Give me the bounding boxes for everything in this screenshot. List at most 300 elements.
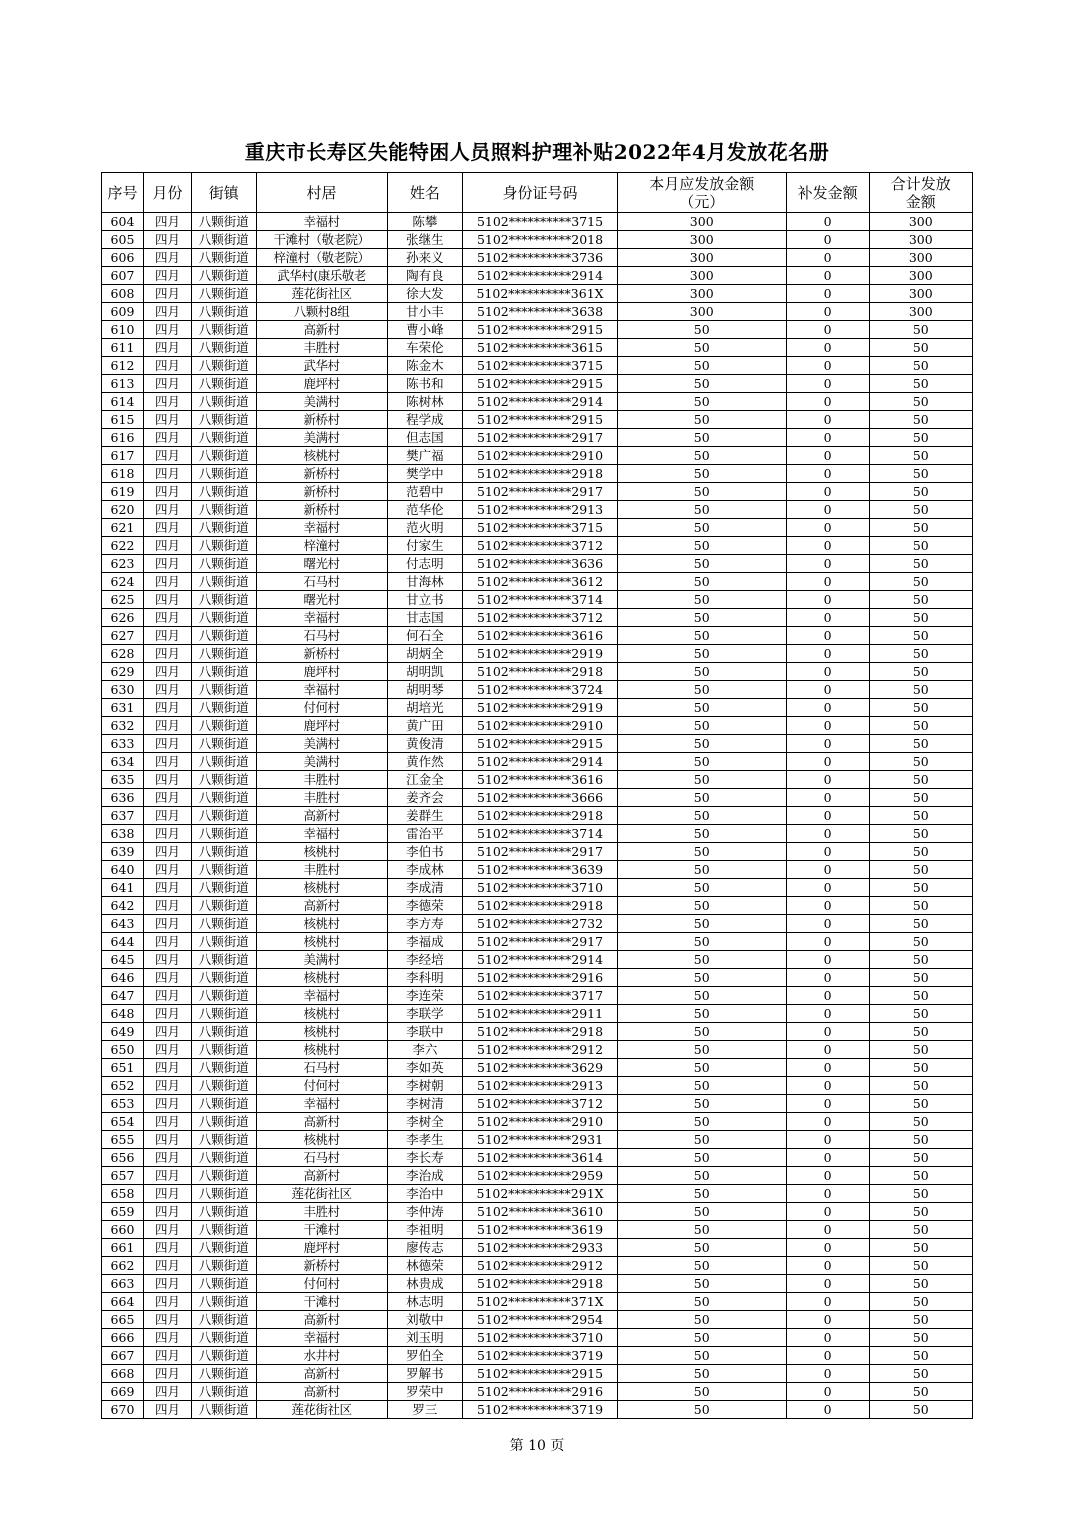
- cell-name: 付志明: [387, 555, 463, 573]
- cell-serial: 630: [102, 681, 144, 699]
- cell-village: 武华村: [256, 357, 387, 375]
- cell-total-amount: 50: [869, 933, 972, 951]
- cell-supplement-amount: 0: [786, 1005, 869, 1023]
- cell-id-number: 5102**********2910: [463, 447, 618, 465]
- cell-serial: 618: [102, 465, 144, 483]
- cell-serial: 622: [102, 537, 144, 555]
- cell-name: 陈金木: [387, 357, 463, 375]
- cell-total-amount: 50: [869, 951, 972, 969]
- table-row: [102, 879, 973, 897]
- cell-subdistrict: 八颗街道: [192, 807, 256, 825]
- cell-serial: 668: [102, 1365, 144, 1383]
- cell-supplement-amount: 0: [786, 663, 869, 681]
- cell-name: 李科明: [387, 969, 463, 987]
- cell-supplement-amount: 0: [786, 1149, 869, 1167]
- cell-id-number: 5102**********2918: [463, 1275, 618, 1293]
- cell-id-number: 5102**********3715: [463, 357, 618, 375]
- cell-village: 核桃村: [256, 843, 387, 861]
- cell-month: 四月: [143, 213, 191, 231]
- cell-id-number: 5102**********2915: [463, 735, 618, 753]
- cell-monthly-amount: 50: [617, 1131, 786, 1149]
- table-row: [102, 1365, 973, 1383]
- cell-month: 四月: [143, 1347, 191, 1365]
- table-row: [102, 753, 973, 771]
- cell-supplement-amount: 0: [786, 861, 869, 879]
- cell-serial: 643: [102, 915, 144, 933]
- table-row: [102, 1293, 973, 1311]
- cell-month: 四月: [143, 879, 191, 897]
- cell-serial: 624: [102, 573, 144, 591]
- cell-subdistrict: 八颗街道: [192, 789, 256, 807]
- cell-supplement-amount: 0: [786, 1293, 869, 1311]
- cell-subdistrict: 八颗街道: [192, 699, 256, 717]
- cell-month: 四月: [143, 843, 191, 861]
- cell-supplement-amount: 0: [786, 645, 869, 663]
- cell-total-amount: 50: [869, 825, 972, 843]
- column-header-supplement-amount: 补发金额: [786, 173, 869, 213]
- cell-name: 樊学中: [387, 465, 463, 483]
- cell-monthly-amount: 50: [617, 771, 786, 789]
- cell-month: 四月: [143, 915, 191, 933]
- table-row: [102, 285, 973, 303]
- cell-monthly-amount: 50: [617, 1383, 786, 1401]
- cell-total-amount: 300: [869, 249, 972, 267]
- cell-monthly-amount: 50: [617, 717, 786, 735]
- cell-village: 高新村: [256, 321, 387, 339]
- cell-name: 林志明: [387, 1293, 463, 1311]
- cell-subdistrict: 八颗街道: [192, 843, 256, 861]
- cell-total-amount: 50: [869, 1185, 972, 1203]
- cell-month: 四月: [143, 1005, 191, 1023]
- cell-name: 刘玉明: [387, 1329, 463, 1347]
- cell-supplement-amount: 0: [786, 951, 869, 969]
- cell-total-amount: 50: [869, 1275, 972, 1293]
- cell-serial: 616: [102, 429, 144, 447]
- cell-month: 四月: [143, 1203, 191, 1221]
- cell-subdistrict: 八颗街道: [192, 1059, 256, 1077]
- cell-monthly-amount: 50: [617, 321, 786, 339]
- cell-serial: 637: [102, 807, 144, 825]
- cell-serial: 611: [102, 339, 144, 357]
- table-row: [102, 807, 973, 825]
- cell-name: 胡明琴: [387, 681, 463, 699]
- cell-monthly-amount: 50: [617, 879, 786, 897]
- cell-month: 四月: [143, 681, 191, 699]
- cell-total-amount: 50: [869, 627, 972, 645]
- cell-month: 四月: [143, 1167, 191, 1185]
- cell-total-amount: 50: [869, 555, 972, 573]
- cell-village: 幸福村: [256, 519, 387, 537]
- cell-name: 林贵成: [387, 1275, 463, 1293]
- cell-month: 四月: [143, 267, 191, 285]
- cell-month: 四月: [143, 1095, 191, 1113]
- table-row: [102, 447, 973, 465]
- cell-serial: 604: [102, 213, 144, 231]
- cell-subdistrict: 八颗街道: [192, 267, 256, 285]
- cell-supplement-amount: 0: [786, 537, 869, 555]
- cell-month: 四月: [143, 573, 191, 591]
- cell-village: 美满村: [256, 951, 387, 969]
- cell-name: 李联中: [387, 1023, 463, 1041]
- cell-name: 李长寿: [387, 1149, 463, 1167]
- cell-name: 李成清: [387, 879, 463, 897]
- cell-subdistrict: 八颗街道: [192, 321, 256, 339]
- cell-total-amount: 300: [869, 231, 972, 249]
- cell-id-number: 5102**********2919: [463, 645, 618, 663]
- cell-supplement-amount: 0: [786, 1167, 869, 1185]
- cell-month: 四月: [143, 483, 191, 501]
- cell-month: 四月: [143, 969, 191, 987]
- cell-serial: 669: [102, 1383, 144, 1401]
- cell-id-number: 5102**********2917: [463, 429, 618, 447]
- table-row: [102, 1257, 973, 1275]
- cell-serial: 663: [102, 1275, 144, 1293]
- cell-subdistrict: 八颗街道: [192, 1131, 256, 1149]
- cell-serial: 656: [102, 1149, 144, 1167]
- cell-supplement-amount: 0: [786, 249, 869, 267]
- cell-supplement-amount: 0: [786, 339, 869, 357]
- column-header-month: 月份: [143, 173, 191, 213]
- table-row: [102, 1311, 973, 1329]
- cell-month: 四月: [143, 1383, 191, 1401]
- cell-month: 四月: [143, 771, 191, 789]
- cell-id-number: 5102**********3616: [463, 627, 618, 645]
- cell-month: 四月: [143, 1329, 191, 1347]
- cell-village: 付何村: [256, 699, 387, 717]
- table-row: [102, 789, 973, 807]
- cell-name: 李如英: [387, 1059, 463, 1077]
- cell-village: 新桥村: [256, 483, 387, 501]
- cell-serial: 612: [102, 357, 144, 375]
- cell-total-amount: 50: [869, 771, 972, 789]
- cell-supplement-amount: 0: [786, 915, 869, 933]
- cell-monthly-amount: 50: [617, 411, 786, 429]
- cell-id-number: 5102**********2918: [463, 663, 618, 681]
- cell-total-amount: 300: [869, 213, 972, 231]
- cell-total-amount: 50: [869, 717, 972, 735]
- cell-id-number: 5102**********3614: [463, 1149, 618, 1167]
- cell-total-amount: 50: [869, 537, 972, 555]
- cell-supplement-amount: 0: [786, 1365, 869, 1383]
- cell-supplement-amount: 0: [786, 465, 869, 483]
- cell-village: 美满村: [256, 753, 387, 771]
- cell-village: 幸福村: [256, 987, 387, 1005]
- cell-village: 新桥村: [256, 465, 387, 483]
- cell-serial: 628: [102, 645, 144, 663]
- cell-serial: 639: [102, 843, 144, 861]
- cell-supplement-amount: 0: [786, 1185, 869, 1203]
- cell-supplement-amount: 0: [786, 429, 869, 447]
- cell-supplement-amount: 0: [786, 609, 869, 627]
- cell-id-number: 5102**********2919: [463, 699, 618, 717]
- cell-subdistrict: 八颗街道: [192, 1293, 256, 1311]
- cell-monthly-amount: 50: [617, 1203, 786, 1221]
- table-row: [102, 483, 973, 501]
- cell-subdistrict: 八颗街道: [192, 357, 256, 375]
- cell-total-amount: 50: [869, 699, 972, 717]
- cell-monthly-amount: 50: [617, 1401, 786, 1419]
- cell-supplement-amount: 0: [786, 519, 869, 537]
- cell-id-number: 5102**********2732: [463, 915, 618, 933]
- cell-month: 四月: [143, 1149, 191, 1167]
- cell-month: 四月: [143, 519, 191, 537]
- cell-name: 罗三: [387, 1401, 463, 1419]
- cell-subdistrict: 八颗街道: [192, 1329, 256, 1347]
- cell-serial: 609: [102, 303, 144, 321]
- table-row: [102, 663, 973, 681]
- cell-monthly-amount: 50: [617, 1095, 786, 1113]
- cell-monthly-amount: 50: [617, 951, 786, 969]
- cell-month: 四月: [143, 627, 191, 645]
- cell-total-amount: 50: [869, 1401, 972, 1419]
- column-header-serial: 序号: [102, 173, 144, 213]
- cell-month: 四月: [143, 1257, 191, 1275]
- table-row: [102, 1041, 973, 1059]
- cell-monthly-amount: 50: [617, 609, 786, 627]
- table-row: [102, 1005, 973, 1023]
- cell-village: 干滩村（敬老院）: [256, 231, 387, 249]
- cell-serial: 645: [102, 951, 144, 969]
- cell-subdistrict: 八颗街道: [192, 771, 256, 789]
- cell-subdistrict: 八颗街道: [192, 1041, 256, 1059]
- cell-total-amount: 50: [869, 519, 972, 537]
- table-row: [102, 213, 973, 231]
- cell-id-number: 5102**********291X: [463, 1185, 618, 1203]
- table-row: [102, 645, 973, 663]
- cell-id-number: 5102**********2918: [463, 465, 618, 483]
- cell-name: 刘敬中: [387, 1311, 463, 1329]
- table-row: [102, 429, 973, 447]
- cell-monthly-amount: 50: [617, 807, 786, 825]
- cell-id-number: 5102**********2912: [463, 1041, 618, 1059]
- cell-subdistrict: 八颗街道: [192, 1077, 256, 1095]
- cell-subdistrict: 八颗街道: [192, 393, 256, 411]
- cell-monthly-amount: 50: [617, 1023, 786, 1041]
- cell-name: 李六: [387, 1041, 463, 1059]
- cell-monthly-amount: 50: [617, 465, 786, 483]
- cell-subdistrict: 八颗街道: [192, 609, 256, 627]
- cell-subdistrict: 八颗街道: [192, 1203, 256, 1221]
- cell-month: 四月: [143, 717, 191, 735]
- cell-serial: 653: [102, 1095, 144, 1113]
- cell-month: 四月: [143, 663, 191, 681]
- cell-month: 四月: [143, 429, 191, 447]
- cell-subdistrict: 八颗街道: [192, 1239, 256, 1257]
- cell-id-number: 5102**********3615: [463, 339, 618, 357]
- cell-village: 核桃村: [256, 1041, 387, 1059]
- table-row: [102, 699, 973, 717]
- cell-supplement-amount: 0: [786, 375, 869, 393]
- cell-village: 高新村: [256, 807, 387, 825]
- cell-month: 四月: [143, 1077, 191, 1095]
- cell-month: 四月: [143, 249, 191, 267]
- cell-serial: 652: [102, 1077, 144, 1095]
- cell-supplement-amount: 0: [786, 1329, 869, 1347]
- cell-village: 丰胜村: [256, 1203, 387, 1221]
- cell-total-amount: 50: [869, 411, 972, 429]
- cell-subdistrict: 八颗街道: [192, 483, 256, 501]
- cell-month: 四月: [143, 735, 191, 753]
- cell-monthly-amount: 50: [617, 429, 786, 447]
- cell-subdistrict: 八颗街道: [192, 951, 256, 969]
- cell-village: 美满村: [256, 735, 387, 753]
- cell-id-number: 5102**********2959: [463, 1167, 618, 1185]
- cell-village: 水井村: [256, 1347, 387, 1365]
- cell-name: 姜齐会: [387, 789, 463, 807]
- cell-month: 四月: [143, 789, 191, 807]
- cell-name: 罗解书: [387, 1365, 463, 1383]
- cell-total-amount: 50: [869, 789, 972, 807]
- column-header-monthly-amount: 本月应发放金额 （元）: [617, 173, 786, 213]
- cell-month: 四月: [143, 465, 191, 483]
- cell-subdistrict: 八颗街道: [192, 375, 256, 393]
- cell-name: 李孝生: [387, 1131, 463, 1149]
- cell-subdistrict: 八颗街道: [192, 735, 256, 753]
- cell-monthly-amount: 50: [617, 753, 786, 771]
- cell-subdistrict: 八颗街道: [192, 411, 256, 429]
- cell-month: 四月: [143, 591, 191, 609]
- cell-subdistrict: 八颗街道: [192, 465, 256, 483]
- cell-id-number: 5102**********2910: [463, 717, 618, 735]
- cell-serial: 662: [102, 1257, 144, 1275]
- cell-subdistrict: 八颗街道: [192, 1185, 256, 1203]
- cell-monthly-amount: 50: [617, 1077, 786, 1095]
- cell-name: 范碧中: [387, 483, 463, 501]
- cell-village: 梓潼村（敬老院）: [256, 249, 387, 267]
- cell-subdistrict: 八颗街道: [192, 663, 256, 681]
- page-number: 第 10 页: [509, 1438, 565, 1454]
- cell-serial: 660: [102, 1221, 144, 1239]
- cell-supplement-amount: 0: [786, 1275, 869, 1293]
- cell-id-number: 5102**********3710: [463, 879, 618, 897]
- cell-subdistrict: 八颗街道: [192, 915, 256, 933]
- table-row: [102, 987, 973, 1005]
- cell-id-number: 5102**********2954: [463, 1311, 618, 1329]
- cell-monthly-amount: 300: [617, 249, 786, 267]
- cell-monthly-amount: 50: [617, 933, 786, 951]
- table-row: [102, 825, 973, 843]
- cell-monthly-amount: 50: [617, 1041, 786, 1059]
- cell-monthly-amount: 300: [617, 231, 786, 249]
- cell-monthly-amount: 50: [617, 1059, 786, 1077]
- cell-monthly-amount: 50: [617, 1329, 786, 1347]
- cell-monthly-amount: 300: [617, 267, 786, 285]
- cell-name: 但志国: [387, 429, 463, 447]
- cell-supplement-amount: 0: [786, 231, 869, 249]
- cell-subdistrict: 八颗街道: [192, 249, 256, 267]
- cell-name: 胡炳全: [387, 645, 463, 663]
- table-row: [102, 897, 973, 915]
- cell-id-number: 5102**********3715: [463, 519, 618, 537]
- cell-id-number: 5102**********3638: [463, 303, 618, 321]
- cell-total-amount: 50: [869, 861, 972, 879]
- cell-name: 李伯书: [387, 843, 463, 861]
- cell-id-number: 5102**********3712: [463, 609, 618, 627]
- cell-supplement-amount: 0: [786, 1023, 869, 1041]
- cell-supplement-amount: 0: [786, 1257, 869, 1275]
- cell-id-number: 5102**********2913: [463, 501, 618, 519]
- cell-monthly-amount: 50: [617, 861, 786, 879]
- cell-serial: 641: [102, 879, 144, 897]
- cell-subdistrict: 八颗街道: [192, 1095, 256, 1113]
- cell-id-number: 5102**********2916: [463, 1383, 618, 1401]
- cell-village: 高新村: [256, 897, 387, 915]
- cell-month: 四月: [143, 555, 191, 573]
- cell-supplement-amount: 0: [786, 303, 869, 321]
- cell-monthly-amount: 50: [617, 555, 786, 573]
- cell-month: 四月: [143, 339, 191, 357]
- cell-id-number: 5102**********3666: [463, 789, 618, 807]
- cell-total-amount: 50: [869, 1131, 972, 1149]
- cell-serial: 605: [102, 231, 144, 249]
- cell-village: 鹿坪村: [256, 1239, 387, 1257]
- cell-serial: 629: [102, 663, 144, 681]
- cell-subdistrict: 八颗街道: [192, 1257, 256, 1275]
- cell-name: 徐大发: [387, 285, 463, 303]
- cell-id-number: 5102**********3715: [463, 213, 618, 231]
- cell-total-amount: 50: [869, 1077, 972, 1095]
- cell-serial: 665: [102, 1311, 144, 1329]
- cell-name: 甘海林: [387, 573, 463, 591]
- cell-village: 新桥村: [256, 645, 387, 663]
- cell-monthly-amount: 50: [617, 987, 786, 1005]
- table-row: [102, 339, 973, 357]
- cell-supplement-amount: 0: [786, 717, 869, 735]
- cell-name: 孙来义: [387, 249, 463, 267]
- cell-subdistrict: 八颗街道: [192, 591, 256, 609]
- cell-total-amount: 50: [869, 1005, 972, 1023]
- cell-monthly-amount: 300: [617, 213, 786, 231]
- cell-serial: 621: [102, 519, 144, 537]
- cell-serial: 651: [102, 1059, 144, 1077]
- cell-serial: 658: [102, 1185, 144, 1203]
- cell-supplement-amount: 0: [786, 1041, 869, 1059]
- cell-month: 四月: [143, 1113, 191, 1131]
- cell-supplement-amount: 0: [786, 1113, 869, 1131]
- table-row: [102, 267, 973, 285]
- cell-name: 姜群生: [387, 807, 463, 825]
- cell-supplement-amount: 0: [786, 825, 869, 843]
- table-row: [102, 1221, 973, 1239]
- cell-monthly-amount: 50: [617, 1005, 786, 1023]
- cell-id-number: 5102**********2912: [463, 1257, 618, 1275]
- cell-subdistrict: 八颗街道: [192, 969, 256, 987]
- cell-supplement-amount: 0: [786, 483, 869, 501]
- cell-month: 四月: [143, 303, 191, 321]
- cell-month: 四月: [143, 1239, 191, 1257]
- table-row: [102, 843, 973, 861]
- cell-village: 美满村: [256, 393, 387, 411]
- cell-village: 丰胜村: [256, 789, 387, 807]
- cell-name: 李德荣: [387, 897, 463, 915]
- cell-id-number: 5102**********3639: [463, 861, 618, 879]
- cell-village: 幸福村: [256, 825, 387, 843]
- document-title: 重庆市长寿区失能特困人员照料护理补贴2022年4月发放花名册: [244, 140, 830, 164]
- cell-total-amount: 50: [869, 357, 972, 375]
- table-row: [102, 1095, 973, 1113]
- cell-subdistrict: 八颗街道: [192, 879, 256, 897]
- cell-monthly-amount: 50: [617, 1221, 786, 1239]
- cell-total-amount: 50: [869, 1041, 972, 1059]
- cell-monthly-amount: 50: [617, 681, 786, 699]
- cell-id-number: 5102**********3714: [463, 591, 618, 609]
- table-row: [102, 1185, 973, 1203]
- cell-total-amount: 50: [869, 1203, 972, 1221]
- cell-name: 胡明凯: [387, 663, 463, 681]
- cell-name: 廖传志: [387, 1239, 463, 1257]
- cell-total-amount: 50: [869, 573, 972, 591]
- cell-month: 四月: [143, 501, 191, 519]
